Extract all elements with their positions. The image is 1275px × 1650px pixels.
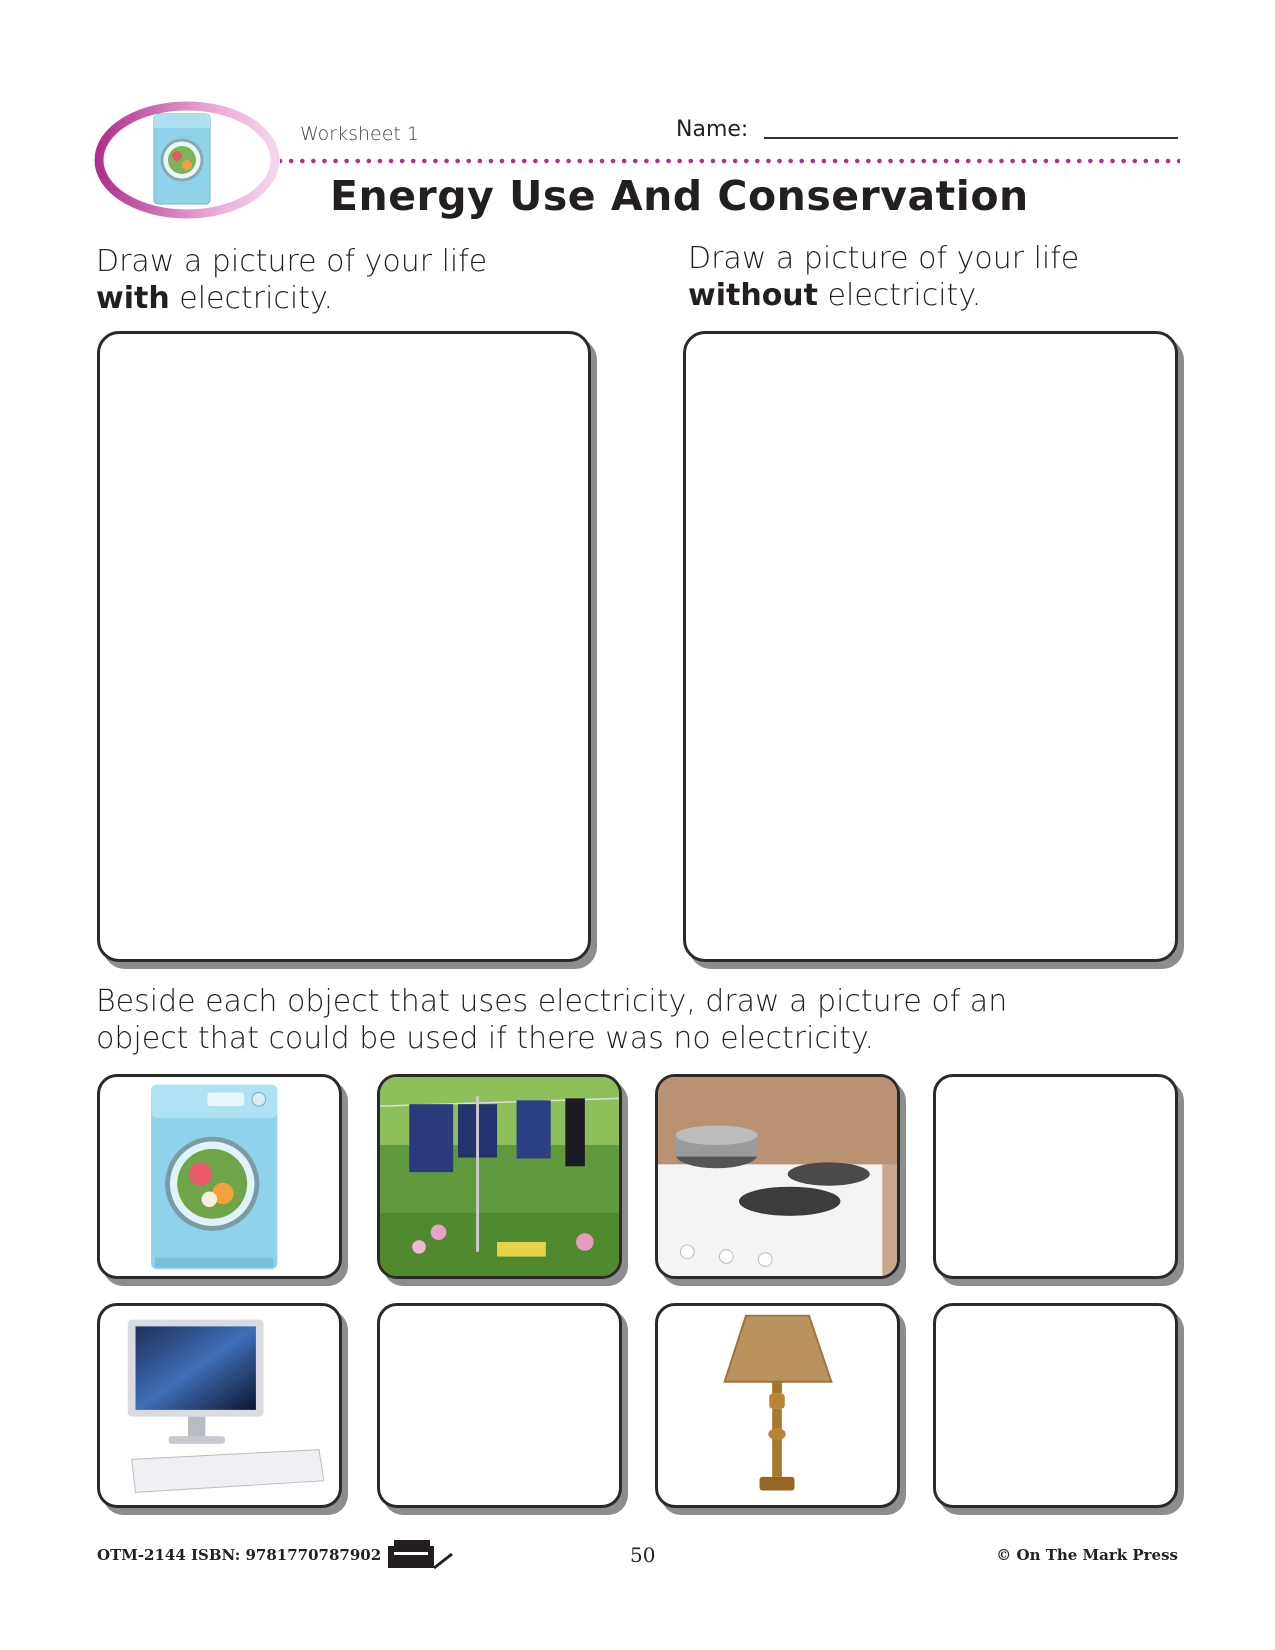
prompt-right-bold: without <box>688 278 819 313</box>
name-label: Name: <box>676 117 749 142</box>
prompt-with-electricity <box>96 243 616 317</box>
prompt-right-line1: Draw a picture of your life <box>688 241 1080 276</box>
computer-cell <box>97 1303 342 1508</box>
drawing-box-without-electricity[interactable] <box>683 331 1178 962</box>
empty-drawing-cell-2[interactable] <box>377 1303 622 1508</box>
empty-drawing-cell-3[interactable] <box>933 1303 1178 1508</box>
empty-drawing-cell-1[interactable] <box>933 1074 1178 1279</box>
prompt-left-bold: with <box>96 281 170 316</box>
instruction-line1: Beside each object that uses electricity, draw a picture of an <box>96 984 1008 1019</box>
grid-instruction <box>96 983 1196 1057</box>
drawing-box-with-electricity[interactable] <box>97 331 591 962</box>
worksheet-label: Worksheet 1 <box>300 123 420 145</box>
prompt-left-rest: electricity. <box>169 281 334 316</box>
dotted-divider <box>280 156 1180 166</box>
prompt-without-electricity <box>688 240 1208 314</box>
footer-code-isbn: OTM-2144 ISBN: 9781770787902 <box>97 1546 382 1564</box>
table-lamp-image <box>658 1306 897 1505</box>
electric-stove-cell <box>655 1074 900 1279</box>
prompt-right-rest: electricity. <box>818 278 982 313</box>
washing-machine-cell <box>97 1074 342 1279</box>
prompt-left-line1: Draw a picture of your life <box>96 244 488 279</box>
washing-machine-logo <box>92 98 282 228</box>
computer-image <box>100 1306 339 1505</box>
name-field[interactable] <box>764 137 1178 139</box>
photocopier-icon <box>386 1538 456 1574</box>
table-lamp-cell <box>655 1303 900 1508</box>
footer-copyright: © On The Mark Press <box>996 1546 1178 1564</box>
page-number: 50 <box>630 1543 656 1567</box>
clothesline-cell <box>377 1074 622 1279</box>
washing-machine-image <box>100 1077 339 1276</box>
page-title: Energy Use And Conservation <box>330 172 1029 220</box>
electric-stove-image <box>658 1077 897 1276</box>
clothesline-image <box>380 1077 619 1276</box>
instruction-line2: object that could be used if there was no electricity. <box>96 1021 875 1056</box>
